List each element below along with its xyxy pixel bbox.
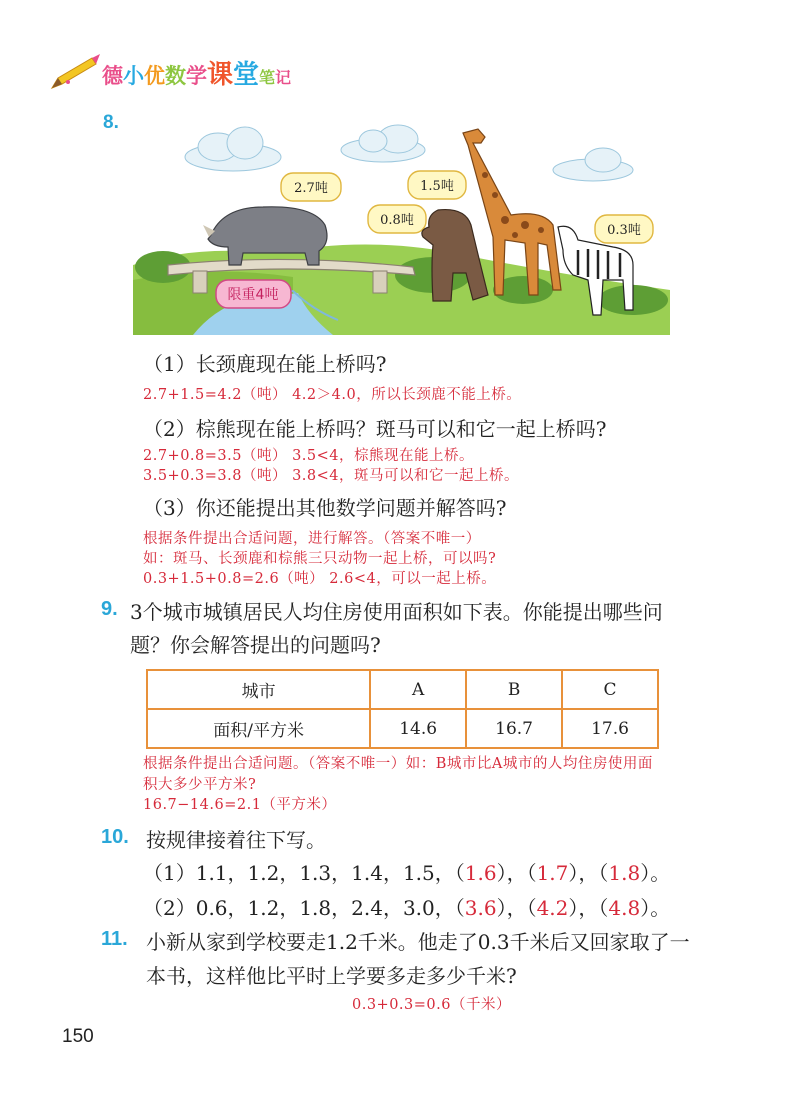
answer-blank: 4.8 xyxy=(608,896,641,920)
table-cell: 面积/平方米 xyxy=(147,709,370,748)
q8-answer1: 2.7+1.5=4.2（吨） 4.2＞4.0，所以长颈鹿不能上桥。 xyxy=(143,387,522,403)
brand-char: 堂 xyxy=(233,59,260,90)
table-cell: 城市 xyxy=(147,670,370,709)
answer-blank: 1.6 xyxy=(464,861,497,885)
q9-answer3: 16.7−14.6=2.1（平方米） xyxy=(143,797,337,813)
q10-line1: （1）1.1，1.2，1.3，1.4，1.5，（1.6），（1.7），（1.8）。 xyxy=(143,861,671,885)
weight-limit-label: 限重4吨 xyxy=(227,287,279,303)
q10-title: 按规律接着往下写。 xyxy=(146,828,326,852)
q11-text-line1: 小新从家到学校要走1.2千米。他走了0.3千米后又回家取了一 xyxy=(146,930,690,954)
giraffe-weight-label: 1.5吨 xyxy=(420,179,454,194)
brand-char: 记 xyxy=(275,67,292,87)
table-row xyxy=(147,709,658,748)
q10-line2: （2）0.6，1.2，1.8，2.4，3.0，（3.6），（4.2），（4.8）。 xyxy=(143,896,671,920)
table-cell: A xyxy=(370,670,466,709)
q11-answer: 0.3+0.3=0.6（千米） xyxy=(352,997,511,1013)
sequence-text: （1）1.1，1.2，1.3，1.4，1.5， xyxy=(143,861,455,885)
answer-blank: 1.7 xyxy=(536,861,569,885)
q8-sub2: （2）棕熊现在能上桥吗？斑马可以和它一起上桥吗? xyxy=(143,417,607,441)
question-number: 8. xyxy=(103,112,119,133)
area-table xyxy=(146,669,659,749)
q8-sub3: （3）你还能提出其他数学问题并解答吗? xyxy=(143,496,507,520)
brand-char: 学 xyxy=(186,63,207,88)
question-number: 10. xyxy=(101,826,129,848)
q8-sub1: （1）长颈鹿现在能上桥吗? xyxy=(143,352,387,376)
sequence-text: （2）0.6，1.2，1.8，2.4，3.0， xyxy=(143,896,455,920)
answer-blank: 4.2 xyxy=(536,896,569,920)
q8-answer3c: 0.3+1.5+0.8=2.6（吨） 2.6<4，可以一起上桥。 xyxy=(143,571,497,587)
table-cell: C xyxy=(562,670,658,709)
brand-header xyxy=(48,52,291,92)
q11-text-line2: 本书，这样他比平时上学要多走多少千米? xyxy=(146,964,517,988)
q9-text-line1: 3个城市城镇居民人均住房使用面积如下表。你能提出哪些问 xyxy=(130,600,663,624)
animals-bridge-illustration xyxy=(133,115,670,335)
zebra-weight-label: 0.3吨 xyxy=(607,223,641,238)
table-header-row xyxy=(147,670,658,709)
brand-char: 课 xyxy=(207,59,234,90)
answer-blank: 3.6 xyxy=(464,896,497,920)
brand-char: 数 xyxy=(165,63,186,88)
table-cell: 14.6 xyxy=(370,709,466,748)
brand-title xyxy=(102,54,291,91)
brand-char: 优 xyxy=(144,63,165,88)
brand-char: 小 xyxy=(123,63,144,88)
pencil-brush-icon xyxy=(48,52,102,92)
page-number: 150 xyxy=(62,1026,94,1047)
question-number: 11. xyxy=(101,928,128,950)
rhino-weight-label: 2.7吨 xyxy=(294,181,328,196)
brand-char: 笔 xyxy=(259,67,276,87)
question-number: 9. xyxy=(101,598,118,620)
q8-answer2a: 2.7+0.8=3.5（吨） 3.5<4，棕熊现在能上桥。 xyxy=(143,448,475,464)
brand-char: 德 xyxy=(102,63,123,88)
q9-answer2: 积大多少平方米? xyxy=(143,777,257,793)
q9-answer1: 根据条件提出合适问题。（答案不唯一）如：B城市比A城市的人均住房使用面 xyxy=(143,756,653,772)
q8-answer2b: 3.5+0.3=3.8（吨） 3.8<4，斑马可以和它一起上桥。 xyxy=(143,468,520,484)
table-cell: B xyxy=(466,670,562,709)
bear-weight-label: 0.8吨 xyxy=(380,213,414,228)
table-cell: 16.7 xyxy=(466,709,562,748)
q8-answer3b: 如：斑马、长颈鹿和棕熊三只动物一起上桥，可以吗? xyxy=(143,551,497,567)
q8-answer3a: 根据条件提出合适问题，进行解答。（答案不唯一） xyxy=(143,531,481,547)
answer-blank: 1.8 xyxy=(608,861,641,885)
q9-text-line2: 题？你会解答提出的问题吗? xyxy=(130,633,381,657)
table-cell: 17.6 xyxy=(562,709,658,748)
